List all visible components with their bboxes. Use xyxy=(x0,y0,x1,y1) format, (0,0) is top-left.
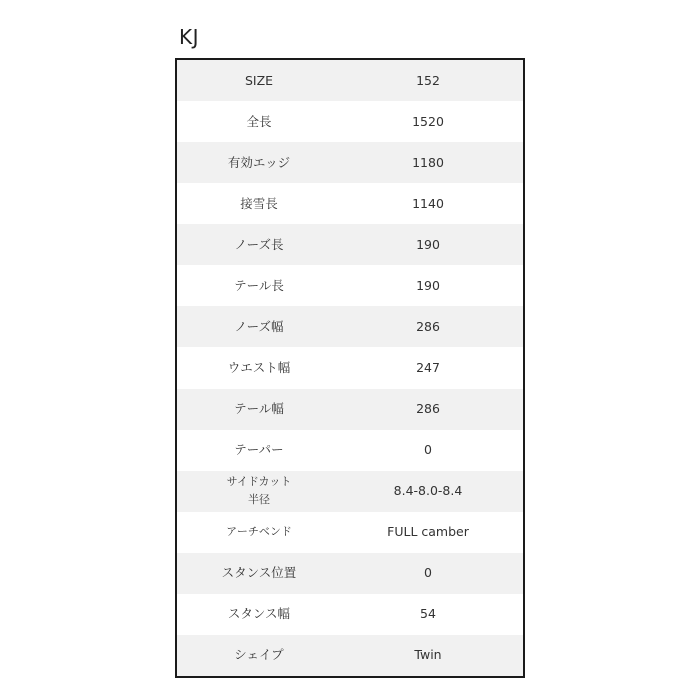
spec-label: ノーズ幅 xyxy=(234,318,284,334)
table-row-stance-width xyxy=(177,594,523,635)
spec-value: 8.4-8.0-8.4 xyxy=(393,483,463,499)
spec-value: 1180 xyxy=(412,154,444,170)
table-row-size xyxy=(177,60,523,101)
table-row-overall-length xyxy=(177,101,523,142)
spec-label: 接雪長 xyxy=(240,195,278,211)
spec-value: 0 xyxy=(424,442,432,458)
spec-table xyxy=(175,58,525,678)
spec-label-line1: サイドカット xyxy=(226,475,292,489)
spec-value: 190 xyxy=(416,236,440,252)
spec-label: テーパー xyxy=(234,442,284,458)
spec-label: テール幅 xyxy=(234,401,284,417)
spec-value: 286 xyxy=(416,401,440,417)
spec-value: 0 xyxy=(424,565,432,581)
spec-value: FULL camber xyxy=(387,524,469,540)
spec-label: スタンス幅 xyxy=(227,606,291,622)
table-row-contact-length xyxy=(177,183,523,224)
table-row-effective-edge xyxy=(177,142,523,183)
spec-value: 1140 xyxy=(412,195,444,211)
spec-label xyxy=(177,473,341,509)
table-row-shape xyxy=(177,635,523,676)
spec-label: スタンス位置 xyxy=(221,565,297,581)
table-row-nose-width xyxy=(177,306,523,347)
spec-value: 54 xyxy=(420,606,436,622)
spec-label: ウエスト幅 xyxy=(227,359,291,375)
spec-value: 1520 xyxy=(412,113,444,129)
spec-value: 247 xyxy=(416,359,440,375)
table-row-nose-length xyxy=(177,224,523,265)
spec-value: 190 xyxy=(416,277,440,293)
spec-label: SIZE xyxy=(244,72,274,88)
page-title: KJ xyxy=(179,25,200,49)
table-row-stance-position xyxy=(177,553,523,594)
table-row-tail-width xyxy=(177,389,523,430)
spec-value: 286 xyxy=(416,318,440,334)
spec-label: シェイプ xyxy=(234,647,284,663)
table-row-tail-length xyxy=(177,265,523,306)
spec-label: 有効エッジ xyxy=(227,154,291,170)
table-row-taper xyxy=(177,430,523,471)
spec-label: テール長 xyxy=(234,277,284,293)
spec-value: 152 xyxy=(416,72,440,88)
spec-label: ノーズ長 xyxy=(234,236,284,252)
table-row-sidecut-radius xyxy=(177,471,523,512)
spec-label: 全長 xyxy=(246,113,272,129)
spec-value: Twin xyxy=(414,647,442,663)
table-row-arch-bend xyxy=(177,512,523,553)
table-row-waist-width xyxy=(177,347,523,388)
spec-label: アーチベンド xyxy=(226,525,292,539)
spec-label-line2: 半径 xyxy=(248,493,270,507)
